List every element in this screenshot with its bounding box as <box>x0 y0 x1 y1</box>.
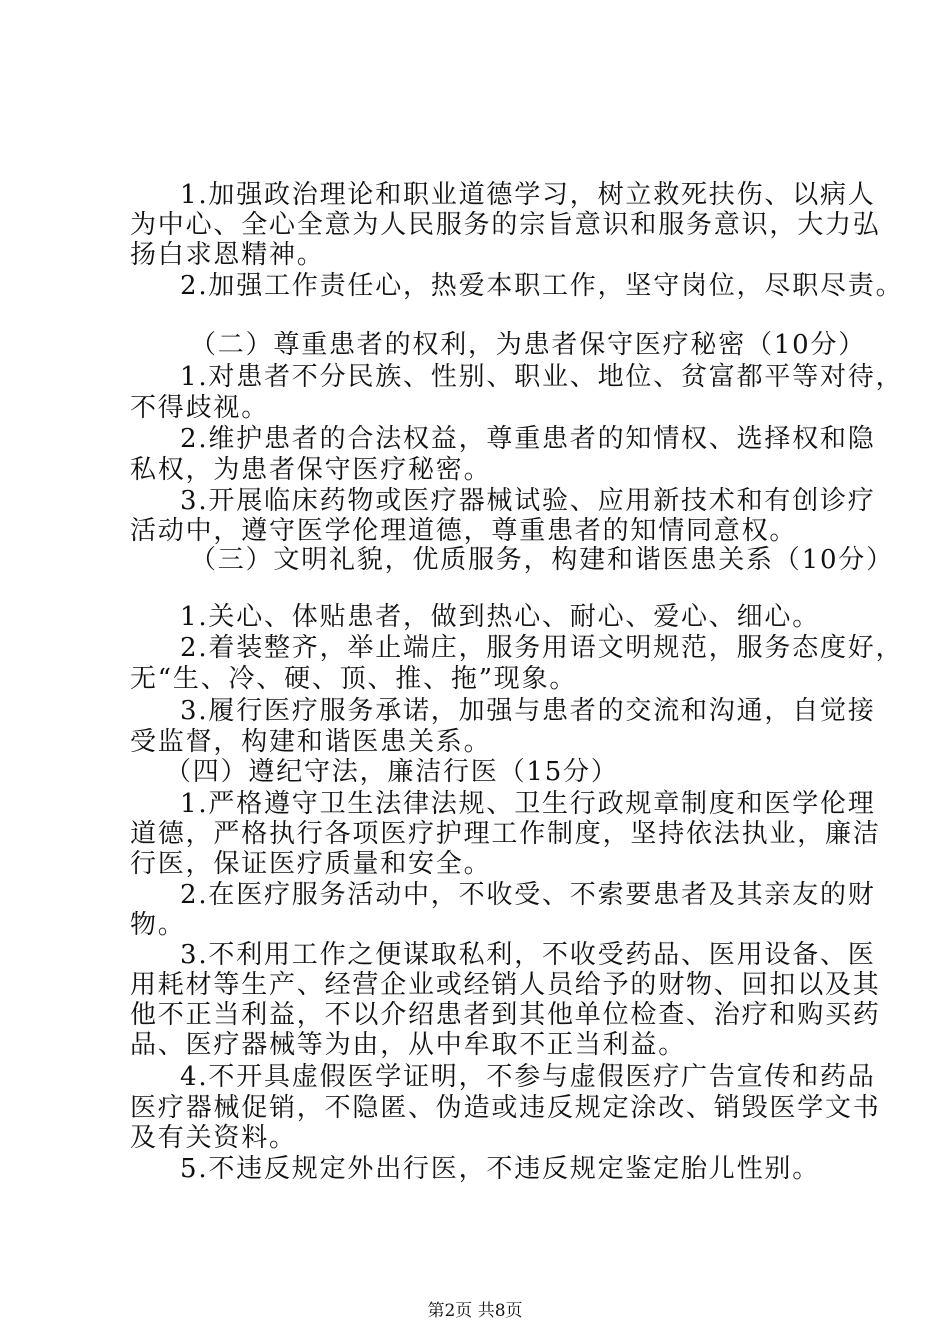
body-line: 1.严格遵守卫生法律法规、卫生行政规章制度和医学伦理 <box>180 789 876 819</box>
body-line: 用耗材等生产、经营企业或经销人员给予的财物、回扣以及其 <box>130 970 881 1000</box>
section-heading: （四）遵纪守法，廉洁行医（15分） <box>165 757 619 787</box>
body-line: 2.着装整齐，举止端庄，服务用语文明规范，服务态度好， <box>180 633 904 663</box>
body-line: 不得歧视。 <box>130 393 270 423</box>
body-line: 行医，保证医疗质量和安全。 <box>130 849 492 879</box>
body-line: 1.对患者不分民族、性别、职业、地位、贫富都平等对待， <box>180 362 904 392</box>
body-line: 及有关资料。 <box>130 1123 297 1153</box>
body-line: 1.关心、体贴患者，做到热心、耐心、爱心、细心。 <box>180 602 821 632</box>
body-line: 1.加强政治理论和职业道德学习，树立救死扶伤、以病人 <box>180 180 876 210</box>
body-line: 私权，为患者保守医疗秘密。 <box>130 455 492 485</box>
body-line: 受监督，构建和谐医患关系。 <box>130 727 492 757</box>
body-line: 2.在医疗服务活动中，不收受、不索要患者及其亲友的财 <box>180 880 876 910</box>
body-line: 活动中，遵守医学伦理道德，尊重患者的知情同意权。 <box>130 516 798 546</box>
body-line: 无“生、冷、硬、顶、推、拖”现象。 <box>130 664 578 694</box>
body-line: 他不正当利益，不以介绍患者到其他单位检查、治疗和购买药 <box>130 1000 881 1030</box>
body-line: 3.不利用工作之便谋取私利，不收受药品、医用设备、医 <box>180 940 876 970</box>
body-line: 3.履行医疗服务承诺，加强与患者的交流和沟通，自觉接 <box>180 696 876 726</box>
body-line: 扬白求恩精神。 <box>130 240 325 270</box>
body-line: 2.维护患者的合法权益，尊重患者的知情权、选择权和隐 <box>180 424 876 454</box>
body-line: 3.开展临床药物或医疗器械试验、应用新技术和有创诊疗 <box>180 486 876 516</box>
body-line: 5.不违反规定外出行医，不违反规定鉴定胎儿性别。 <box>180 1154 821 1184</box>
body-line: 2.加强工作责任心，热爱本职工作，坚守岗位，尽职尽责。 <box>180 271 904 301</box>
page-number-footer: 第2页 共8页 <box>427 1301 523 1321</box>
body-line: 道德，严格执行各项医疗护理工作制度，坚持依法执业，廉洁 <box>130 819 881 849</box>
body-line: 医疗器械促销，不隐匿、伪造或违反规定涂改、销毁医学文书 <box>130 1093 881 1123</box>
body-line: 品、医疗器械等为由，从中牟取不正当利益。 <box>130 1030 687 1060</box>
body-line: 物。 <box>130 910 186 940</box>
section-heading: （二）尊重患者的权利，为患者保守医疗秘密（10分） <box>190 330 867 360</box>
section-heading: （三）文明礼貌，优质服务，构建和谐医患关系（10分） <box>190 545 894 575</box>
body-line: 为中心、全心全意为人民服务的宗旨意识和服务意识，大力弘 <box>130 210 881 240</box>
body-line: 4.不开具虚假医学证明，不参与虚假医疗广告宣传和药品 <box>180 1062 876 1092</box>
